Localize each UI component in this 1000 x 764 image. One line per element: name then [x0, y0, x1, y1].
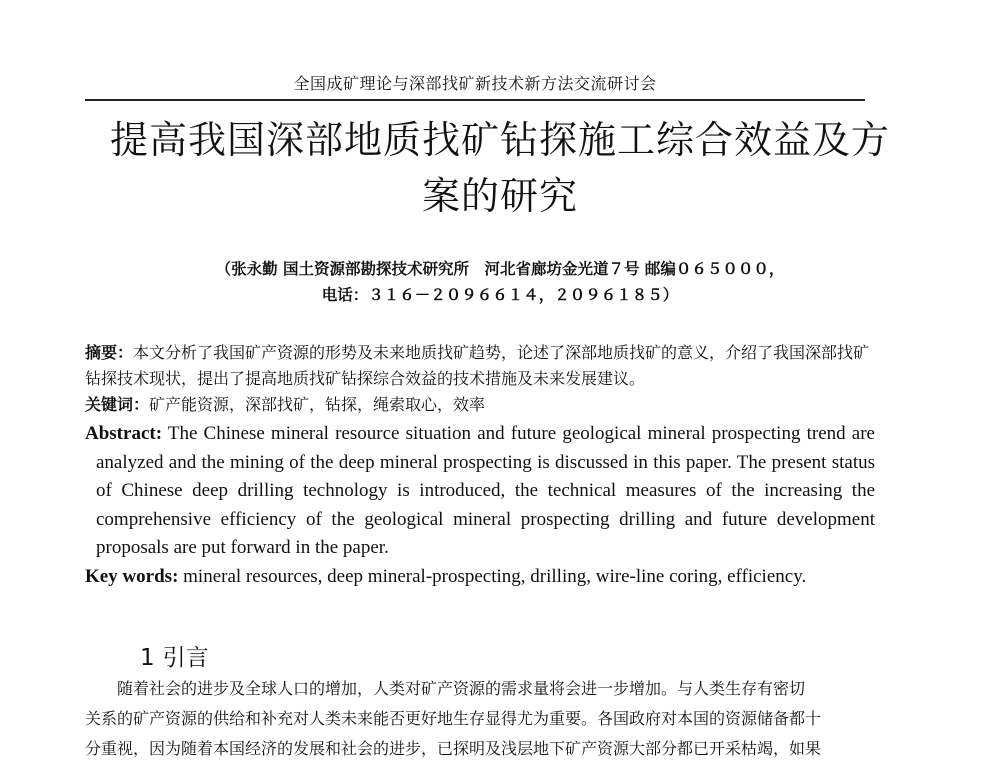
introduction-body [85, 674, 875, 764]
chinese-keywords-label: 关键词： [85, 395, 150, 414]
chinese-abstract-block [85, 340, 875, 418]
paper-title [70, 112, 930, 224]
chinese-abstract [85, 340, 875, 392]
section-heading-introduction [140, 639, 209, 672]
title-line-2: 案的研究 [421, 174, 578, 218]
english-abstract-text: The Chinese mineral resource situation and future geological mineral prospecting trend are analyzed and the mining of the deep mineral prospecting is discussed in this paper. The present status of Chinese deep drilling technology is introduced, the technical measures of the increasing the comprehensive efficiency of the geological mineral prospecting drilling and future development proposals are put forward in the paper. [96, 423, 875, 558]
english-abstract [85, 420, 875, 563]
author-line-2: 电话：３１６－２０９６６１４，２０９６１８５） [321, 285, 679, 304]
section-title: 引言 [162, 645, 209, 671]
chinese-abstract-text: 本文分析了我国矿产资源的形势及未来地质找矿趋势，论述了深部地质找矿的意义，介绍了我国深部找矿钻探技术现状，提出了提高地质找矿钻探综合效益的技术措施及未来发展建议。 [85, 343, 870, 388]
english-keywords [85, 563, 875, 592]
section-number: 1 [140, 645, 155, 671]
running-header: 全国成矿理论与深部找矿新技术新方法交流研讨会 [293, 74, 657, 93]
chinese-keywords-text: 矿产能资源，深部找矿，钻探，绳索取心，效率 [149, 395, 486, 414]
body-line-2: 关系的矿产资源的供给和补充对人类未来能否更好地生存显得尤为重要。各国政府对本国的资源储备都十 [85, 709, 822, 728]
author-line-1: （张永勤 国土资源部勘探技术研究所 河北省廊坊金光道７号 邮编０６５０００， [215, 259, 785, 278]
english-keywords-label: Key words: [85, 565, 179, 587]
author-affiliation [70, 256, 930, 308]
chinese-abstract-label: 摘要： [85, 343, 134, 362]
english-abstract-label: Abstract: [85, 423, 163, 444]
title-line-1: 提高我国深部地质找矿钻探施工综合效益及方 [109, 118, 890, 162]
english-abstract-block [85, 420, 875, 591]
header-rule [85, 99, 865, 101]
english-keywords-text: mineral resources, deep mineral-prospecting, drilling, wire-line coring, efficiency. [183, 565, 807, 587]
body-line-1: 随着社会的进步及全球人口的增加，人类对矿产资源的需求量将会进一步增加。与人类生存有密切 [117, 679, 806, 698]
body-line-3: 分重视，因为随着本国经济的发展和社会的进步，已探明及浅层地下矿产资源大部分都已开采枯竭，如果 [85, 739, 822, 758]
chinese-keywords [85, 392, 875, 418]
